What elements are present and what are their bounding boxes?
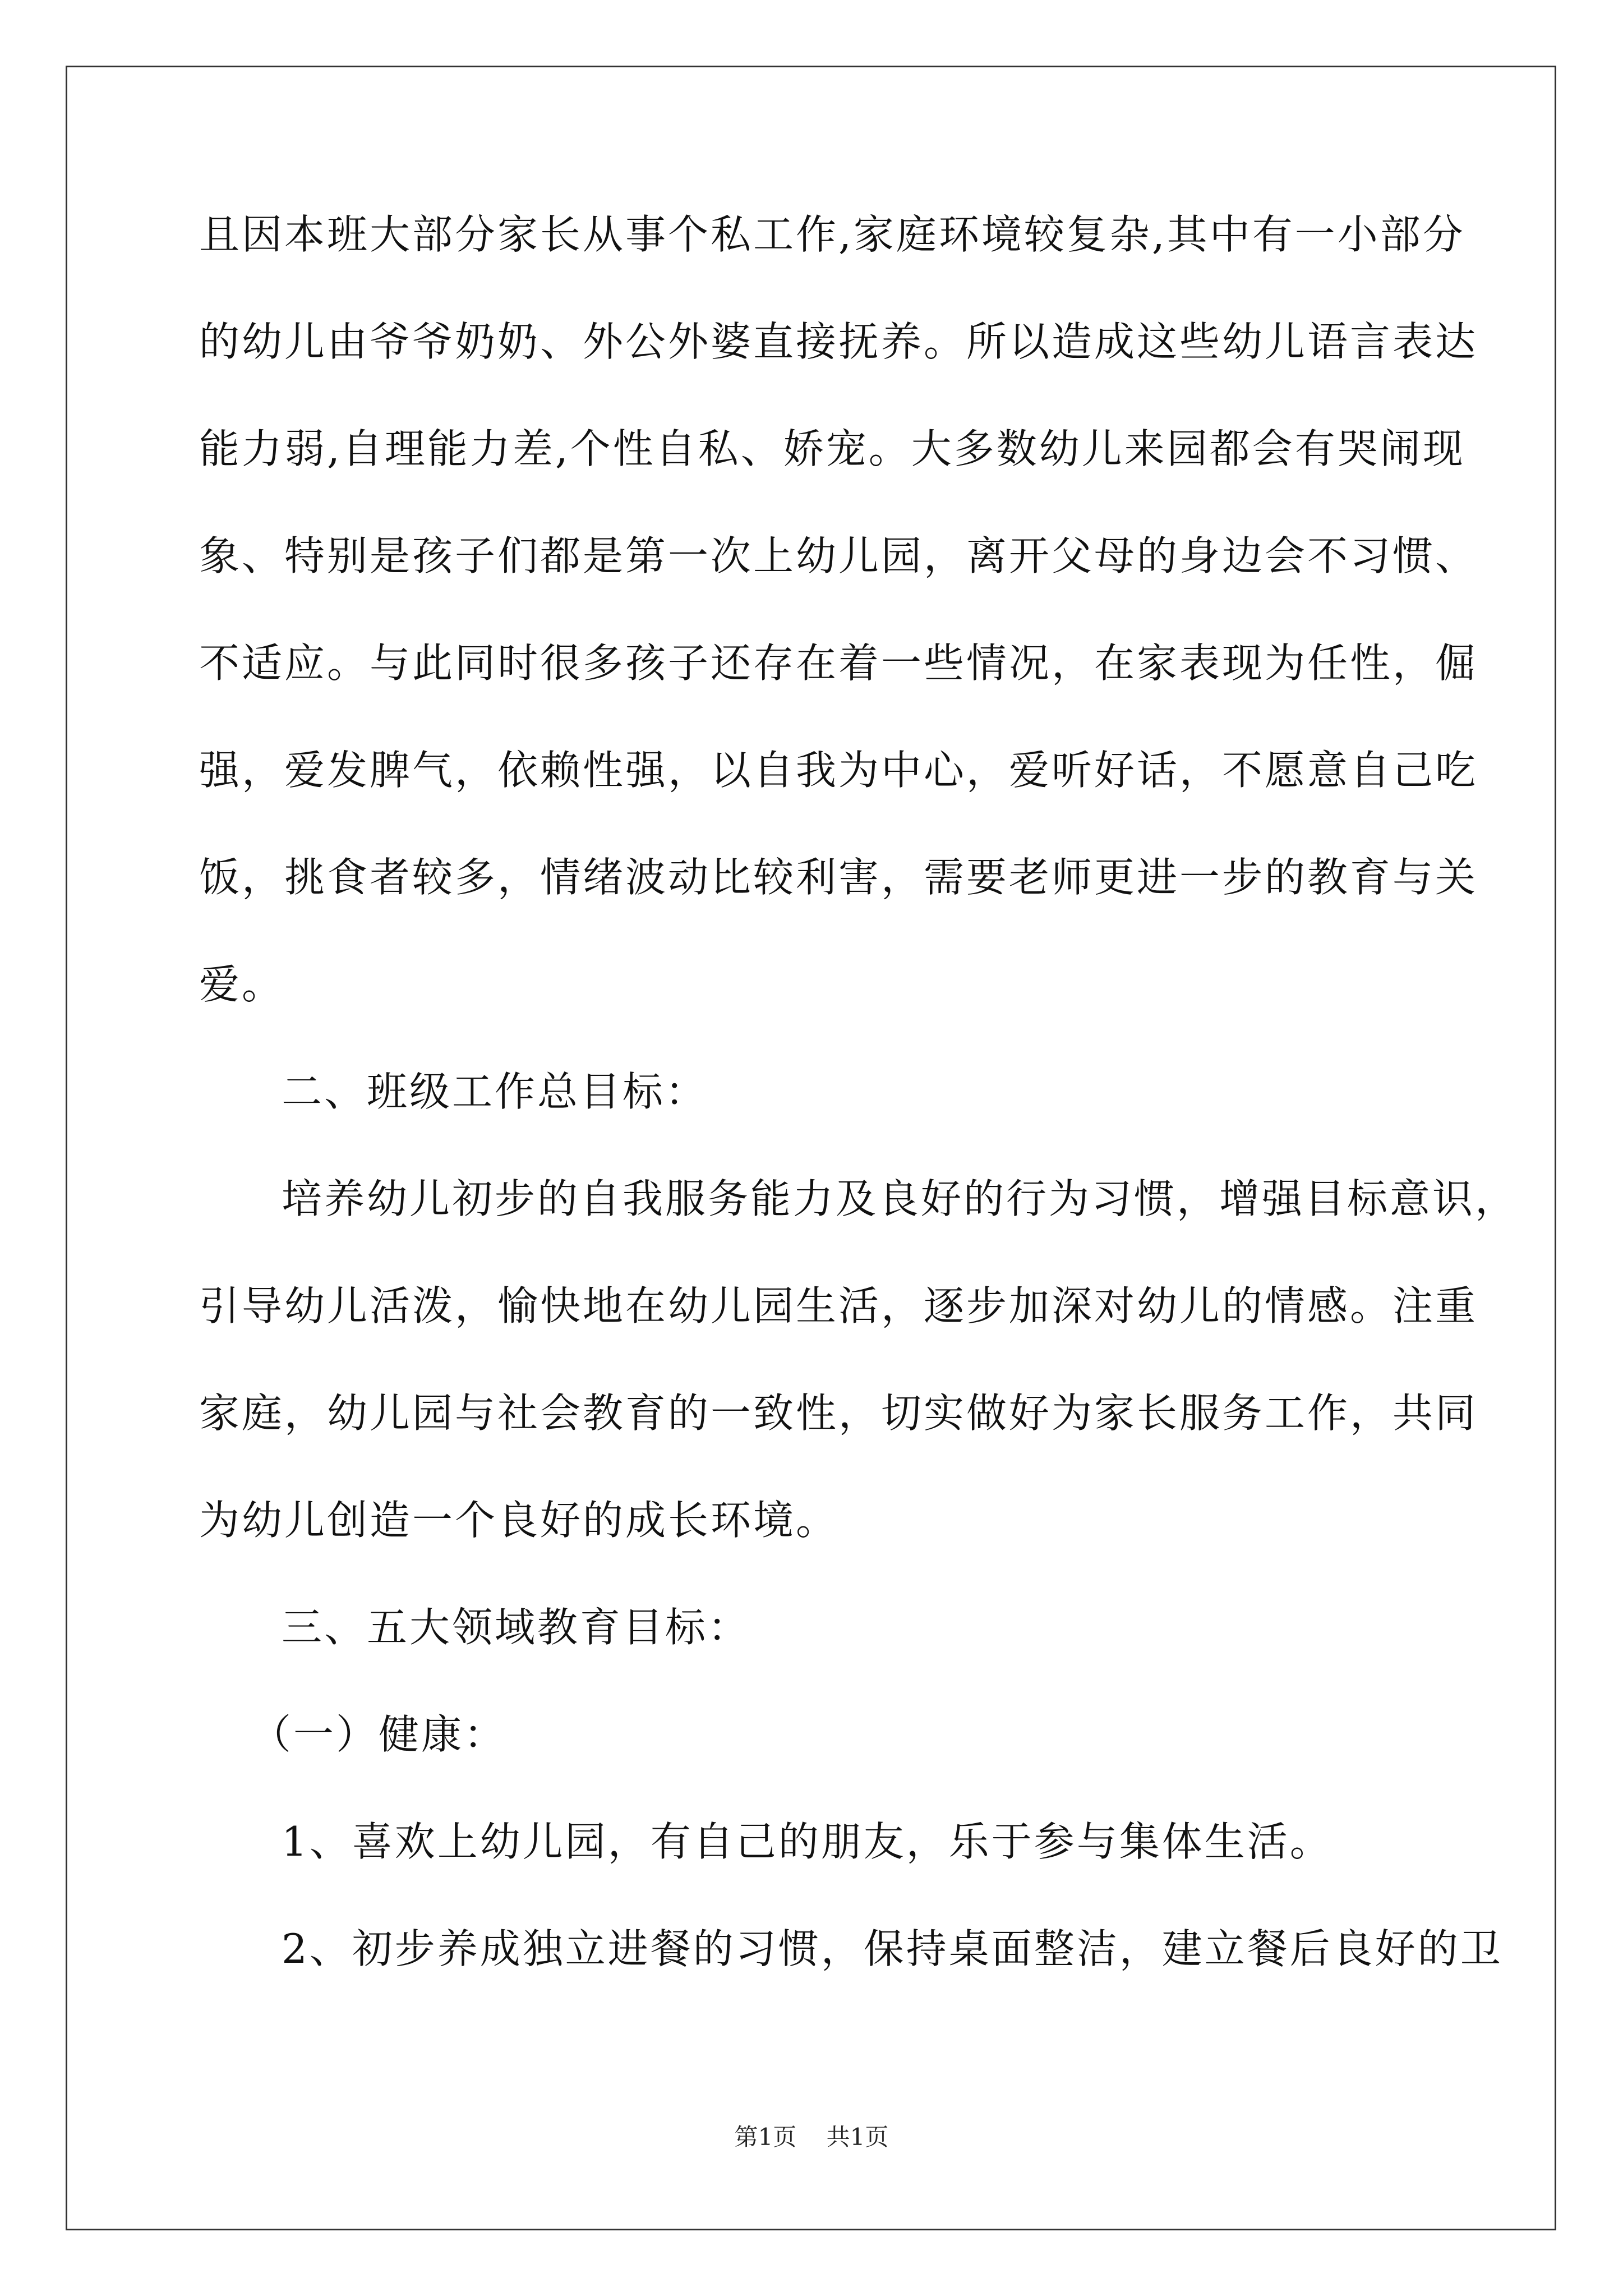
section-heading: 二、班级工作总目标： <box>282 1068 708 1115</box>
body-line: 饭，挑食者较多，情绪波动比较利害，需要老师更进一步的教育与关 <box>199 854 1478 901</box>
list-item: 2、初步养成独立进餐的习惯，保持桌面整洁，建立餐后良好的卫 <box>282 1925 1503 1972</box>
page-border <box>66 66 1556 2230</box>
body-line: 且因本班大部分家长从事个私工作,家庭环境较复杂,其中有一小部分 <box>199 211 1465 258</box>
subsection-heading: （一）健康： <box>251 1711 507 1758</box>
body-line: 家庭，幼儿园与社会教育的一致性，切实做好为家长服务工作，共同 <box>199 1389 1478 1437</box>
body-line: 不适应。与此同时很多孩子还存在着一些情况，在家表现为任性，倔 <box>199 639 1478 687</box>
body-line: 强，爱发脾气，依赖性强，以自我为中心，爱听好话，不愿意自己吃 <box>199 747 1478 794</box>
body-line: 爱。 <box>199 961 285 1008</box>
body-line: 为幼儿创造一个良好的成长环境。 <box>199 1497 839 1544</box>
body-line: 培养幼儿初步的自我服务能力及良好的行为习惯，增强目标意识， <box>282 1175 1518 1222</box>
page-number: 第1页 <box>734 2123 797 2151</box>
body-line: 能力弱,自理能力差,个性自私、娇宠。大多数幼儿来园都会有哭闹现 <box>199 425 1465 472</box>
section-heading: 三、五大领域教育目标： <box>282 1604 751 1651</box>
body-line: 的幼儿由爷爷奶奶、外公外婆直接抚养。所以造成这些幼儿语言表达 <box>199 318 1478 365</box>
page-total: 共1页 <box>826 2123 889 2151</box>
body-line: 象、特别是孩子们都是第一次上幼儿园，离开父母的身边会不习惯、 <box>199 532 1478 579</box>
page-footer <box>0 2120 1623 2154</box>
body-line: 引导幼儿活泼，愉快地在幼儿园生活，逐步加深对幼儿的情感。注重 <box>199 1282 1478 1329</box>
list-item: 1、喜欢上幼儿园，有自己的朋友，乐于参与集体生活。 <box>282 1818 1332 1865</box>
